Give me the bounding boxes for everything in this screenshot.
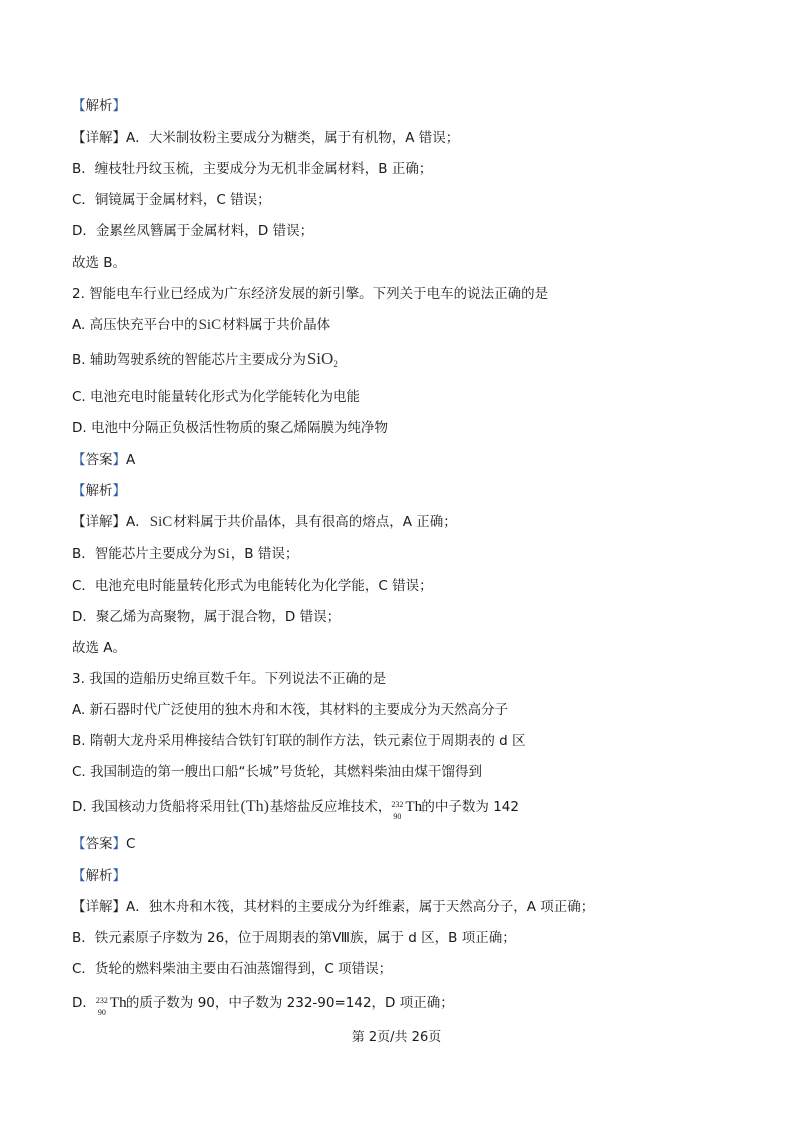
option-2c: C. 电池充电时能量转化形式为化学能转化为电能 [72, 389, 361, 405]
detail-line-2c: C．电池充电时能量转化形式为电能转化为化学能，C 错误； [72, 578, 433, 594]
detail-line-1d: D．金累丝凤簪属于金属材料，D 错误； [72, 223, 314, 239]
answer-2: 【答案】A [72, 452, 136, 468]
analysis-heading-1: 【解析】 [72, 98, 126, 114]
detail-line-3b: B．铁元素原子序数为 26，位于周期表的第Ⅷ族，属于 d 区，B 项正确； [72, 930, 516, 946]
option-3c: C. 我国制造的第一艘出口船“长城”号货轮，其燃料柴油由煤干馏得到 [72, 764, 482, 780]
conclusion-2: 故选 A。 [72, 640, 127, 656]
nuclide-th232: 232 90 Th [391, 799, 423, 821]
detail-label: 详解 [85, 130, 113, 146]
formula-sic: SiC [198, 317, 222, 333]
option-2d: D. 电池中分隔正负极活性物质的聚乙烯隔膜为纯净物 [72, 420, 388, 436]
analysis-label: 解析 [85, 98, 113, 114]
question-2: 2. 智能电车行业已经成为广东经济发展的新引擎。下列关于电车的说法正确的是 [72, 286, 549, 302]
answer-3: 【答案】C [72, 836, 136, 852]
detail-text: A．大米制妆粉主要成分为糖类，属于有机物，A 错误； [126, 130, 460, 146]
detail-line-3d: D． 232 90 Th 的质子数为 90，中子数为 232-90=142，D 项正确； [72, 995, 454, 1017]
detail-line-3c: C．货轮的燃料柴油主要由石油蒸馏得到，C 项错误； [72, 961, 393, 977]
formula-si: Si [217, 546, 230, 562]
question-3: 3. 我国的造船历史绵亘数千年。下列说法不正确的是 [72, 671, 387, 687]
answer-label: 答案 [85, 452, 113, 468]
detail-line-2d: D．聚乙烯为高聚物，属于混合物，D 错误； [72, 609, 341, 625]
analysis-heading-3: 【解析】 [72, 868, 126, 884]
detail-line-2a: 【详解】A．SiC材料属于共价晶体，具有很高的熔点，A 正确； [72, 514, 457, 530]
formula-th: (Th) [240, 798, 269, 815]
option-2b: B. 辅助驾驶系统的智能芯片主要成分为SiO$_2$ [72, 349, 338, 369]
conclusion-1: 故选 B。 [72, 255, 127, 271]
option-3b: B. 隋朝大龙舟采用榫接结合铁钉钉联的制作方法，铁元素位于周期表的 d 区 [72, 733, 526, 749]
detail-line-1b: B．缠枝牡丹纹玉梳，主要成分为无机非金属材料，B 正确； [72, 161, 433, 177]
page-footer: 第 2页/共 26页 [351, 1030, 442, 1045]
detail-line-1c: C．铜镜属于金属材料，C 错误； [72, 192, 271, 208]
option-3d: D. 我国核动力货船将采用钍(Th)基熔盐反应堆技术， 232 90 Th 的中子数为 142 [72, 798, 519, 821]
formula-sic: SiC [149, 514, 173, 530]
option-3a: A. 新石器时代广泛使用的独木舟和木筏，其材料的主要成分为天然高分子 [72, 702, 509, 718]
answer-value: A [126, 452, 136, 468]
detail-line-2b: B．智能芯片主要成分为Si，B 错误； [72, 546, 299, 562]
nuclide-th232: 232 90 Th [95, 995, 127, 1017]
detail-line-3a: 【详解】A．独木舟和木筏，其材料的主要成分为纤维素，属于天然高分子，A 项正确； [72, 899, 595, 915]
formula-sio2: SiO$_2$ [306, 349, 338, 369]
option-2a: A. 高压快充平台中的SiC材料属于共价晶体 [72, 317, 331, 333]
analysis-heading-2: 【解析】 [72, 483, 126, 499]
detail-line-1a: 【详解】A．大米制妆粉主要成分为糖类，属于有机物，A 错误； [72, 130, 460, 146]
